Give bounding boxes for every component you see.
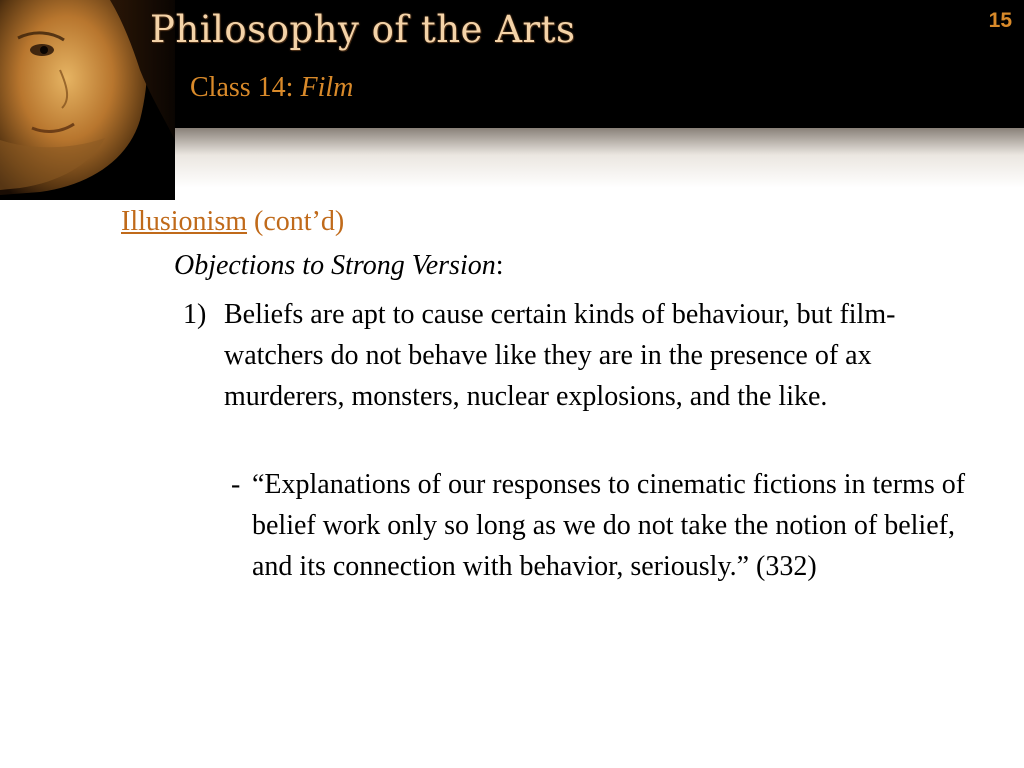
section-heading — [121, 206, 344, 238]
subheading-colon: : — [495, 250, 504, 281]
mona-lisa-portrait-image — [0, 0, 175, 200]
class-number-label: Class 14: — [190, 72, 294, 103]
presentation-title: Philosophy of the Arts — [150, 8, 576, 51]
illusionism-link[interactable]: Illusionism — [121, 206, 248, 237]
section-heading-suffix: (cont’d) — [254, 206, 345, 237]
slide-number: 15 — [988, 9, 1012, 32]
point-number: 1) — [183, 299, 207, 330]
subheading — [174, 250, 504, 282]
class-topic-label: Film — [300, 72, 354, 103]
class-subtitle — [190, 72, 353, 104]
quote-dash: - — [231, 469, 241, 500]
point-text: Beliefs are apt to cause certain kinds of behaviour, but film-watchers do not behave like they are in the presence of ax murderers, monsters, nuclear explosions, and the like. — [224, 299, 896, 412]
quote-bullet — [231, 464, 991, 587]
subheading-text: Objections to Strong Version — [174, 250, 496, 281]
numbered-point — [183, 294, 993, 417]
quote-text: “Explanations of our responses to cinematic fictions in terms of belief work only so long as we do not take the notion of belief, and its connection with behavior, seriously.” (332) — [252, 469, 966, 582]
